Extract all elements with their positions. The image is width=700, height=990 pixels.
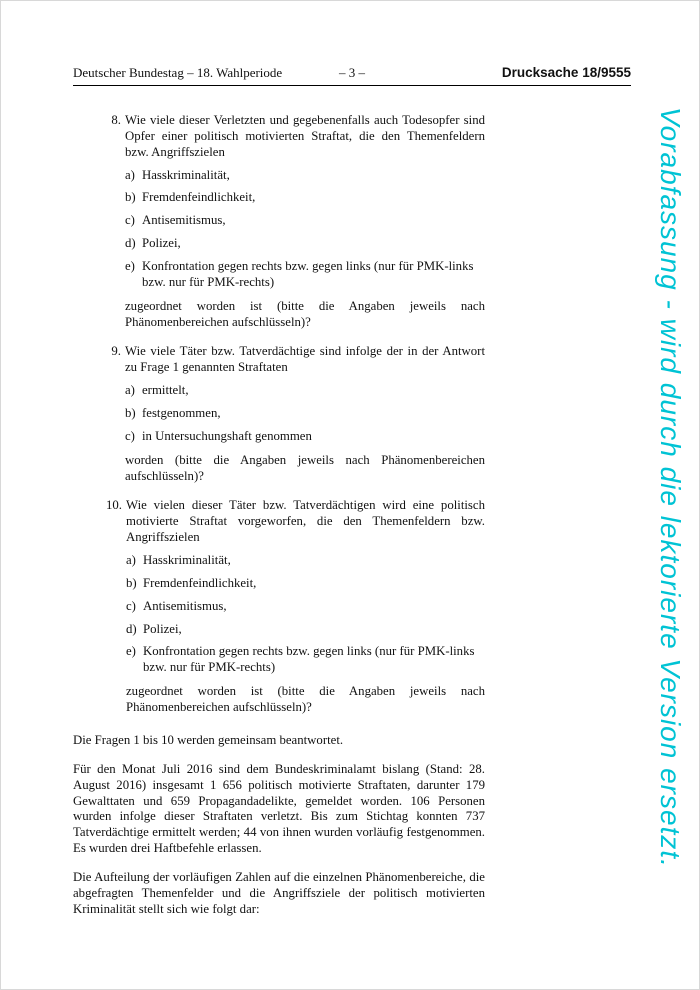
question-10-body (126, 498, 485, 715)
page-number: – 3 – (339, 65, 365, 80)
breakdown-intro-paragraph: Die Aufteilung der vorläufigen Zahlen auf die einzelnen Phänomenbereiche, die abgefragten Themenfelder und die Angriffsziele der politisch motivierten Kriminalität stellt sich wie folgt dar: (73, 869, 485, 916)
list-item-label: b) (126, 575, 137, 590)
list-item-text: festgenommen, (142, 406, 221, 421)
list-item (126, 644, 485, 676)
list-item-text: Hasskriminalität, (143, 553, 231, 568)
list-item-label: d) (125, 236, 136, 251)
list-item-text: Polizei, (142, 236, 181, 251)
question-8-intro: Wie viele dieser Verletzten und gegebenenfalls auch Todesopfer sind Opfer einer politisch motivierten Straftat, die den Themenfeldern bzw. Angriffszielen (125, 113, 485, 159)
list-item-label: b) (125, 190, 136, 205)
statistics-paragraph: Für den Monat Juli 2016 sind dem Bundeskriminalamt bislang (Stand: 28. August 2016) insgesamt 1 656 politisch motivierte Straftaten, darunter 179 Gewalttaten und 659 Propagandadelikte, gemeldet worden. 106 Personen wurden infolge dieser Straftaten verletzt. Bis zum Stichtag konnten 737 Tatverdächtige ermittelt werden; 44 von ihnen wurden vorläufig festgenommen. Es wurden drei Haftbefehle erlassen. (73, 761, 485, 856)
list-item-label: c) (125, 213, 135, 228)
list-item (125, 406, 485, 422)
list-item-label: d) (126, 621, 137, 636)
list-item (126, 576, 485, 592)
list-item-text: Konfrontation gegen rechts bzw. gegen links (nur für PMK-links bzw. nur für PMK-rechts) (143, 644, 475, 675)
question-9-intro: Wie viele Täter bzw. Tatverdächtige sind infolge der in der Antwort zu Frage 1 genannten Straftaten (125, 344, 485, 375)
list-item (125, 429, 485, 445)
list-item (125, 259, 485, 291)
list-item (125, 383, 485, 399)
question-10-outro: zugeordnet worden ist (bitte die Angaben jeweils nach Phänomenbereichen aufschlüsseln)? (126, 684, 485, 715)
list-item-text: Fremdenfeindlichkeit, (143, 575, 257, 590)
page-header (73, 65, 631, 81)
list-item-label: e) (125, 259, 135, 274)
question-8-body (125, 113, 485, 330)
header-rule (73, 85, 631, 86)
list-item (125, 168, 485, 184)
drucksache-number: 18/9555 (582, 65, 631, 80)
list-item-text: Hasskriminalität, (142, 167, 230, 182)
list-item (125, 236, 485, 252)
list-item-label: e) (126, 644, 136, 659)
list-item (126, 599, 485, 615)
list-item-label: a) (125, 167, 135, 182)
vorabfassung-watermark: Vorabfassung - wird durch die lektorierte Version ersetzt. (655, 107, 686, 868)
list-item-text: Konfrontation gegen rechts bzw. gegen links (nur für PMK-links bzw. nur für PMK-rechts) (142, 259, 474, 289)
question-10-number: 10. (106, 498, 122, 513)
header-publication: Deutscher Bundestag – 18. Wahlperiode (73, 65, 283, 80)
question-8 (73, 113, 485, 330)
document-body (73, 113, 485, 918)
list-item (125, 213, 485, 229)
answer-intro-paragraph: Die Fragen 1 bis 10 werden gemeinsam beantwortet. (73, 732, 344, 747)
question-8-number: 8. (111, 113, 121, 127)
list-item (126, 622, 485, 638)
list-item-label: c) (125, 428, 135, 443)
list-item (126, 553, 485, 569)
list-item-text: Antisemitismus, (143, 598, 227, 613)
list-item-label: a) (126, 553, 136, 568)
list-item (125, 190, 485, 206)
question-10 (73, 498, 485, 715)
drucksache-label: Drucksache (501, 65, 579, 80)
list-item-label: b) (125, 406, 136, 421)
question-9-body (125, 344, 485, 484)
header-doc-number (365, 65, 631, 80)
list-item-text: ermittelt, (142, 383, 189, 398)
list-item-text: Antisemitismus, (142, 213, 226, 228)
list-item-text: Polizei, (143, 621, 182, 636)
question-10-intro: Wie vielen dieser Täter bzw. Tatverdächtigen wird eine politisch motivierte Straftat vorgeworfen, die den Themenfeldern bzw. Angriffszielen (126, 498, 485, 545)
list-item-text: Fremdenfeindlichkeit, (142, 190, 256, 205)
list-item-label: c) (126, 598, 136, 613)
question-9-outro: worden (bitte die Angaben jeweils nach Phänomenbereichen aufschlüsseln)? (125, 452, 485, 483)
question-9-number: 9. (111, 344, 121, 359)
list-item-text: in Untersuchungshaft genommen (142, 428, 312, 443)
list-item-label: a) (125, 383, 135, 398)
question-9 (73, 344, 485, 484)
question-8-outro: zugeordnet worden ist (bitte die Angaben jeweils nach Phänomenbereichen aufschlüsseln)? (125, 298, 485, 329)
